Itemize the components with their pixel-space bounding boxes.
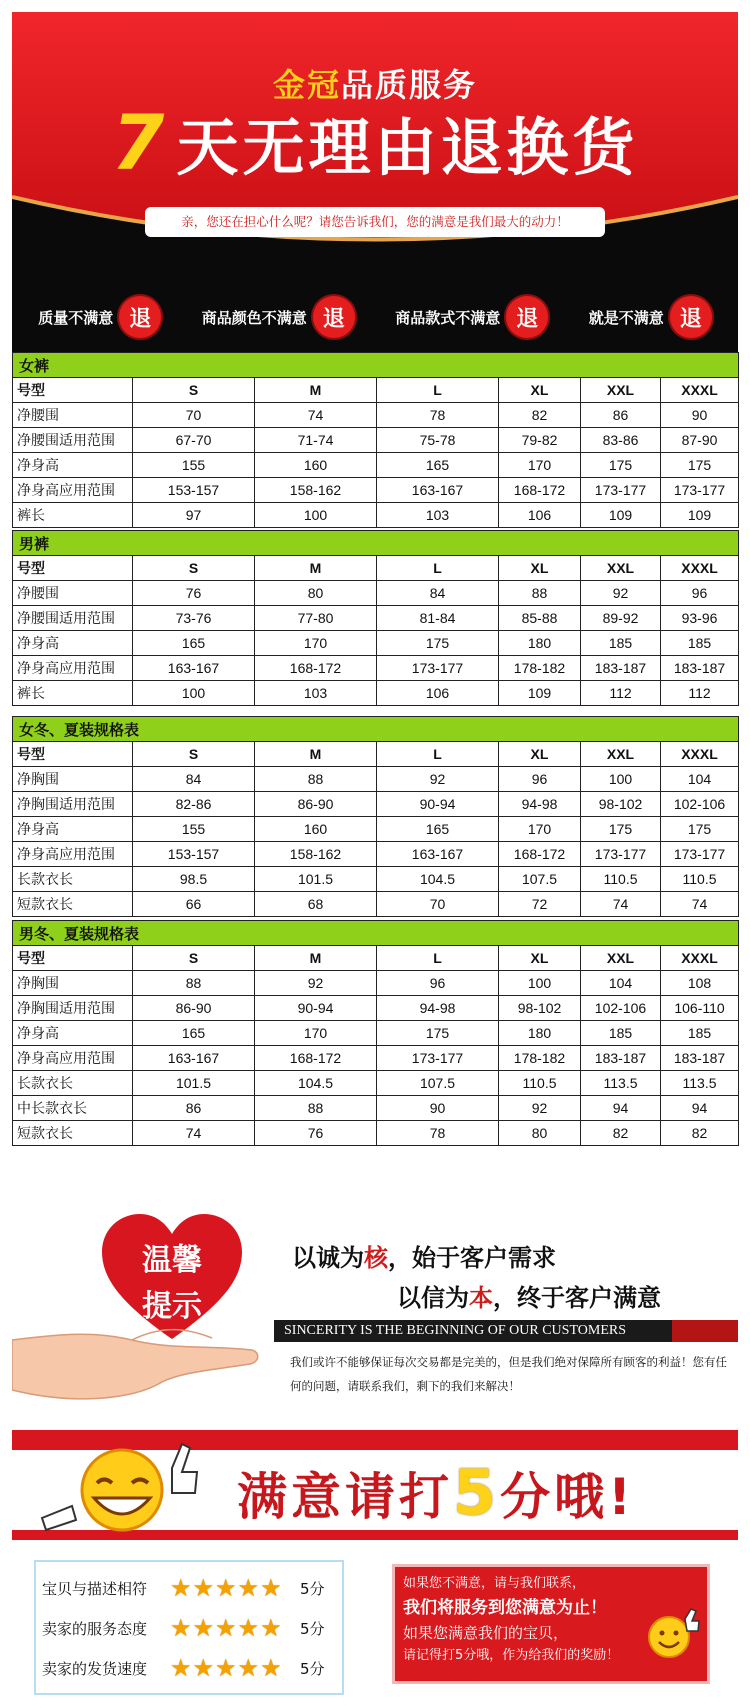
womens-pants-table bbox=[12, 352, 739, 528]
table-row bbox=[13, 1021, 739, 1046]
row-label: 净身高应用范围 bbox=[13, 478, 133, 503]
table-row bbox=[13, 1046, 739, 1071]
table-cell: 84 bbox=[377, 581, 499, 606]
table-cell: 86 bbox=[581, 403, 661, 428]
row-label: 号型 bbox=[13, 378, 133, 403]
return-reason-label: 就是不满意 bbox=[588, 308, 664, 327]
size-header-cell: XL bbox=[499, 742, 581, 767]
table-cell: 110.5 bbox=[581, 867, 661, 892]
table-cell: 163-167 bbox=[377, 842, 499, 867]
table-cell: 104 bbox=[661, 767, 739, 792]
table-row bbox=[13, 971, 739, 996]
star-icons: ★★★★★ bbox=[170, 1574, 283, 1602]
size-header-cell: XXXL bbox=[661, 742, 739, 767]
table-row bbox=[13, 681, 739, 706]
table-cell: 88 bbox=[499, 581, 581, 606]
cta-text-b: 分哦! bbox=[500, 1468, 635, 1526]
table-row bbox=[13, 403, 739, 428]
table-cell: 170 bbox=[255, 631, 377, 656]
table-cell: 92 bbox=[581, 581, 661, 606]
rating-row bbox=[42, 1610, 338, 1646]
rating-row bbox=[42, 1570, 338, 1606]
table-cell: 175 bbox=[581, 817, 661, 842]
rating-label: 卖家的服务态度 bbox=[42, 1619, 148, 1638]
table-title: 男冬、夏装规格表 bbox=[13, 921, 739, 946]
table-cell: 98.5 bbox=[133, 867, 255, 892]
notice-line-3: 如果您满意我们的宝贝， bbox=[403, 1624, 569, 1642]
rating-banner bbox=[12, 1430, 738, 1540]
table-cell: 170 bbox=[255, 1021, 377, 1046]
table-row bbox=[13, 842, 739, 867]
table-cell: 160 bbox=[255, 817, 377, 842]
table-cell: 101.5 bbox=[255, 867, 377, 892]
table-row bbox=[13, 817, 739, 842]
rating-row bbox=[42, 1650, 338, 1686]
notice-line-4: 请记得打5分哦，作为给我们的奖励！ bbox=[403, 1648, 620, 1663]
table-cell: 75-78 bbox=[377, 428, 499, 453]
table-cell: 100 bbox=[581, 767, 661, 792]
table-cell: 100 bbox=[133, 681, 255, 706]
row-label: 净身高 bbox=[13, 817, 133, 842]
star-icons: ★★★★★ bbox=[170, 1654, 283, 1682]
table-cell: 90-94 bbox=[377, 792, 499, 817]
row-label: 净身高应用范围 bbox=[13, 1046, 133, 1071]
table-cell: 70 bbox=[133, 403, 255, 428]
table-row bbox=[13, 1121, 739, 1146]
row-label: 长款衣长 bbox=[13, 867, 133, 892]
table-cell: 112 bbox=[661, 681, 739, 706]
table-cell: 90 bbox=[377, 1096, 499, 1121]
return-reason-label: 质量不满意 bbox=[38, 308, 114, 327]
table-cell: 158-162 bbox=[255, 478, 377, 503]
size-header-cell: XL bbox=[499, 556, 581, 581]
row-label: 净胸围适用范围 bbox=[13, 792, 133, 817]
row-label: 短款衣长 bbox=[13, 1121, 133, 1146]
motto-line-1 bbox=[292, 1238, 556, 1273]
brand-rest-text: 品质服务 bbox=[341, 66, 478, 104]
size-header-cell: S bbox=[133, 378, 255, 403]
table-cell: 106-110 bbox=[661, 996, 739, 1021]
row-label: 净腰围 bbox=[13, 581, 133, 606]
return-reason bbox=[38, 296, 161, 338]
warm-tips-section bbox=[12, 1210, 738, 1420]
table-cell: 88 bbox=[255, 1096, 377, 1121]
table-cell: 185 bbox=[581, 631, 661, 656]
sincerity-bar: SINCERITY IS THE BEGINNING OF OUR CUSTOMERS bbox=[274, 1320, 738, 1342]
table-cell: 94 bbox=[581, 1096, 661, 1121]
table-cell: 153-157 bbox=[133, 478, 255, 503]
row-label: 短款衣长 bbox=[13, 892, 133, 917]
table-cell: 163-167 bbox=[133, 1046, 255, 1071]
size-header-cell: M bbox=[255, 556, 377, 581]
table-row bbox=[13, 428, 739, 453]
table-title-row bbox=[13, 717, 739, 742]
satisfaction-notice bbox=[392, 1564, 710, 1684]
row-label: 净身高 bbox=[13, 1021, 133, 1046]
table-cell: 173-177 bbox=[377, 1046, 499, 1071]
cta-number: 5 bbox=[453, 1456, 501, 1529]
motto-line-2 bbox=[397, 1278, 661, 1313]
table-title-row bbox=[13, 531, 739, 556]
row-label: 净腰围适用范围 bbox=[13, 428, 133, 453]
table-cell: 76 bbox=[133, 581, 255, 606]
table-cell: 153-157 bbox=[133, 842, 255, 867]
row-label: 净身高应用范围 bbox=[13, 656, 133, 681]
table-cell: 87-90 bbox=[661, 428, 739, 453]
size-header-cell: XXL bbox=[581, 742, 661, 767]
table-cell: 83-86 bbox=[581, 428, 661, 453]
row-label: 裤长 bbox=[13, 681, 133, 706]
sincerity-accent bbox=[672, 1320, 738, 1342]
table-cell: 109 bbox=[499, 681, 581, 706]
table-cell: 106 bbox=[377, 681, 499, 706]
subline-pill: 亲，您还在担心什么呢？请您告诉我们，您的满意是我们最大的动力！ bbox=[145, 207, 605, 237]
table-cell: 178-182 bbox=[499, 656, 581, 681]
table-cell: 155 bbox=[133, 817, 255, 842]
table-cell: 74 bbox=[133, 1121, 255, 1146]
row-label: 号型 bbox=[13, 946, 133, 971]
table-cell: 183-187 bbox=[661, 1046, 739, 1071]
table-header-row bbox=[13, 556, 739, 581]
table-cell: 165 bbox=[133, 1021, 255, 1046]
motto-2-b: ，终于客户满意 bbox=[493, 1283, 661, 1312]
table-row bbox=[13, 453, 739, 478]
size-header-cell: XXL bbox=[581, 556, 661, 581]
table-cell: 113.5 bbox=[581, 1071, 661, 1096]
table-cell: 96 bbox=[377, 971, 499, 996]
table-cell: 109 bbox=[581, 503, 661, 528]
table-cell: 76 bbox=[255, 1121, 377, 1146]
table-header-row bbox=[13, 946, 739, 971]
table-cell: 79-82 bbox=[499, 428, 581, 453]
rating-score: 5分 bbox=[300, 1659, 325, 1678]
row-label: 净胸围 bbox=[13, 971, 133, 996]
table-cell: 168-172 bbox=[255, 1046, 377, 1071]
table-cell: 110.5 bbox=[499, 1071, 581, 1096]
size-header-cell: XXXL bbox=[661, 946, 739, 971]
return-reason bbox=[395, 296, 548, 338]
table-cell: 104.5 bbox=[255, 1071, 377, 1096]
size-header-cell: XL bbox=[499, 946, 581, 971]
mens-tops-table bbox=[12, 920, 739, 1146]
table-cell: 160 bbox=[255, 453, 377, 478]
size-header-cell: L bbox=[377, 742, 499, 767]
table-cell: 102-106 bbox=[661, 792, 739, 817]
table-cell: 96 bbox=[499, 767, 581, 792]
size-header-cell: L bbox=[377, 556, 499, 581]
table-cell: 106 bbox=[499, 503, 581, 528]
table-cell: 78 bbox=[377, 1121, 499, 1146]
table-cell: 90 bbox=[661, 403, 739, 428]
table-header-row bbox=[13, 742, 739, 767]
table-cell: 82-86 bbox=[133, 792, 255, 817]
brand-gold-text: 金冠 bbox=[272, 66, 341, 104]
table-title-row bbox=[13, 353, 739, 378]
size-header-cell: XXL bbox=[581, 378, 661, 403]
table-cell: 94 bbox=[661, 1096, 739, 1121]
table-cell: 173-177 bbox=[661, 842, 739, 867]
table-cell: 168-172 bbox=[499, 842, 581, 867]
table-cell: 103 bbox=[377, 503, 499, 528]
size-header-cell: XXL bbox=[581, 946, 661, 971]
table-title: 女裤 bbox=[13, 353, 739, 378]
return-policy-banner bbox=[12, 12, 738, 357]
table-row bbox=[13, 581, 739, 606]
table-cell: 86-90 bbox=[133, 996, 255, 1021]
table-cell: 80 bbox=[499, 1121, 581, 1146]
table-cell: 180 bbox=[499, 631, 581, 656]
size-header-cell: L bbox=[377, 946, 499, 971]
table-cell: 80 bbox=[255, 581, 377, 606]
table-cell: 88 bbox=[133, 971, 255, 996]
thumbs-up-smiley-icon bbox=[32, 1438, 202, 1538]
table-cell: 77-80 bbox=[255, 606, 377, 631]
table-row bbox=[13, 767, 739, 792]
table-row bbox=[13, 478, 739, 503]
table-cell: 68 bbox=[255, 892, 377, 917]
row-label: 净胸围适用范围 bbox=[13, 996, 133, 1021]
table-cell: 168-172 bbox=[499, 478, 581, 503]
table-cell: 86-90 bbox=[255, 792, 377, 817]
hand-icon bbox=[12, 1310, 262, 1410]
headline bbox=[12, 98, 738, 187]
table-cell: 173-177 bbox=[661, 478, 739, 503]
table-cell: 183-187 bbox=[581, 1046, 661, 1071]
row-label: 裤长 bbox=[13, 503, 133, 528]
table-cell: 173-177 bbox=[377, 656, 499, 681]
table-cell: 185 bbox=[661, 1021, 739, 1046]
table-title: 男裤 bbox=[13, 531, 739, 556]
womens-tops-table bbox=[12, 716, 739, 917]
motto-1-b: ，始于客户需求 bbox=[388, 1243, 556, 1272]
rate-five-cta bbox=[237, 1456, 635, 1529]
table-cell: 98-102 bbox=[581, 792, 661, 817]
table-cell: 180 bbox=[499, 1021, 581, 1046]
table-cell: 82 bbox=[581, 1121, 661, 1146]
table-cell: 82 bbox=[661, 1121, 739, 1146]
row-label: 长款衣长 bbox=[13, 1071, 133, 1096]
table-cell: 163-167 bbox=[377, 478, 499, 503]
size-header-cell: L bbox=[377, 378, 499, 403]
rating-score: 5分 bbox=[300, 1579, 325, 1598]
motto-1-a: 以诚为 bbox=[292, 1243, 364, 1272]
row-label: 净腰围 bbox=[13, 403, 133, 428]
motto-2-a: 以信为 bbox=[397, 1283, 469, 1312]
table-title: 女冬、夏装规格表 bbox=[13, 717, 739, 742]
table-cell: 185 bbox=[581, 1021, 661, 1046]
table-cell: 78 bbox=[377, 403, 499, 428]
table-cell: 173-177 bbox=[581, 842, 661, 867]
size-header-cell: XXXL bbox=[661, 556, 739, 581]
smiley-icon bbox=[641, 1605, 701, 1665]
table-cell: 183-187 bbox=[581, 656, 661, 681]
table-cell: 81-84 bbox=[377, 606, 499, 631]
row-label: 中长款衣长 bbox=[13, 1096, 133, 1121]
table-cell: 108 bbox=[661, 971, 739, 996]
table-row bbox=[13, 631, 739, 656]
table-row bbox=[13, 503, 739, 528]
table-cell: 94-98 bbox=[377, 996, 499, 1021]
return-badge-icon: 退 bbox=[670, 296, 712, 338]
table-cell: 113.5 bbox=[661, 1071, 739, 1096]
table-cell: 97 bbox=[133, 503, 255, 528]
size-header-cell: XXXL bbox=[661, 378, 739, 403]
table-cell: 82 bbox=[499, 403, 581, 428]
table-cell: 175 bbox=[661, 453, 739, 478]
table-cell: 90-94 bbox=[255, 996, 377, 1021]
table-cell: 100 bbox=[499, 971, 581, 996]
table-cell: 101.5 bbox=[133, 1071, 255, 1096]
row-label: 净身高 bbox=[13, 453, 133, 478]
return-badge-icon: 退 bbox=[119, 296, 161, 338]
table-cell: 163-167 bbox=[133, 656, 255, 681]
table-cell: 92 bbox=[499, 1096, 581, 1121]
return-reason bbox=[202, 296, 355, 338]
rating-label: 卖家的发货速度 bbox=[42, 1659, 148, 1678]
table-cell: 84 bbox=[133, 767, 255, 792]
table-row bbox=[13, 656, 739, 681]
tips-description: 我们或许不能够保证每次交易都是完美的，但是我们绝对保障所有顾客的利益！您有任何的问题，请联系我们，剩下的我们来解决！ bbox=[290, 1355, 727, 1393]
row-label: 净胸围 bbox=[13, 767, 133, 792]
heart-line-1: 温馨 bbox=[142, 1243, 202, 1278]
heart-line-2: 提示 bbox=[142, 1289, 202, 1324]
row-label: 净身高应用范围 bbox=[13, 842, 133, 867]
size-header-cell: M bbox=[255, 742, 377, 767]
table-row bbox=[13, 867, 739, 892]
table-cell: 67-70 bbox=[133, 428, 255, 453]
table-cell: 92 bbox=[255, 971, 377, 996]
table-cell: 109 bbox=[661, 503, 739, 528]
table-cell: 170 bbox=[499, 817, 581, 842]
notice-line-2: 我们将服务到您满意为止！ bbox=[403, 1598, 607, 1618]
table-cell: 155 bbox=[133, 453, 255, 478]
table-cell: 72 bbox=[499, 892, 581, 917]
table-cell: 88 bbox=[255, 767, 377, 792]
table-header-row bbox=[13, 378, 739, 403]
row-label: 净身高 bbox=[13, 631, 133, 656]
table-cell: 175 bbox=[377, 1021, 499, 1046]
table-cell: 175 bbox=[377, 631, 499, 656]
table-cell: 103 bbox=[255, 681, 377, 706]
table-cell: 66 bbox=[133, 892, 255, 917]
return-reason-label: 商品颜色不满意 bbox=[201, 308, 307, 327]
table-cell: 102-106 bbox=[581, 996, 661, 1021]
table-cell: 96 bbox=[661, 581, 739, 606]
table-cell: 100 bbox=[255, 503, 377, 528]
headline-number: 7 bbox=[111, 98, 169, 187]
table-cell: 70 bbox=[377, 892, 499, 917]
return-reasons bbox=[12, 282, 738, 352]
star-icons: ★★★★★ bbox=[170, 1614, 283, 1642]
return-reason-label: 商品款式不满意 bbox=[395, 308, 501, 327]
size-header-cell: M bbox=[255, 378, 377, 403]
size-header-cell: XL bbox=[499, 378, 581, 403]
table-cell: 183-187 bbox=[661, 656, 739, 681]
table-row bbox=[13, 892, 739, 917]
table-row bbox=[13, 606, 739, 631]
table-cell: 158-162 bbox=[255, 842, 377, 867]
size-header-cell: S bbox=[133, 742, 255, 767]
table-cell: 92 bbox=[377, 767, 499, 792]
cta-text-a: 满意请打 bbox=[237, 1468, 453, 1526]
table-cell: 165 bbox=[377, 817, 499, 842]
mens-pants-table bbox=[12, 530, 739, 706]
rating-box bbox=[34, 1560, 344, 1695]
table-cell: 165 bbox=[133, 631, 255, 656]
table-cell: 93-96 bbox=[661, 606, 739, 631]
table-cell: 107.5 bbox=[499, 867, 581, 892]
motto-2-highlight: 本 bbox=[469, 1283, 493, 1312]
table-row bbox=[13, 792, 739, 817]
table-row bbox=[13, 1096, 739, 1121]
table-cell: 168-172 bbox=[255, 656, 377, 681]
table-cell: 85-88 bbox=[499, 606, 581, 631]
table-row bbox=[13, 1071, 739, 1096]
table-cell: 104.5 bbox=[377, 867, 499, 892]
table-cell: 170 bbox=[499, 453, 581, 478]
row-label: 净腰围适用范围 bbox=[13, 606, 133, 631]
table-cell: 107.5 bbox=[377, 1071, 499, 1096]
row-label: 号型 bbox=[13, 742, 133, 767]
table-cell: 165 bbox=[377, 453, 499, 478]
table-cell: 175 bbox=[661, 817, 739, 842]
table-cell: 178-182 bbox=[499, 1046, 581, 1071]
rating-label: 宝贝与描述相符 bbox=[42, 1579, 148, 1598]
table-cell: 104 bbox=[581, 971, 661, 996]
table-cell: 110.5 bbox=[661, 867, 739, 892]
table-row bbox=[13, 996, 739, 1021]
headline-text: 天无理由退换货 bbox=[176, 111, 639, 184]
size-header-cell: S bbox=[133, 556, 255, 581]
table-cell: 185 bbox=[661, 631, 739, 656]
return-badge-icon: 退 bbox=[506, 296, 548, 338]
table-cell: 74 bbox=[255, 403, 377, 428]
notice-line-1: 如果您不满意，请与我们联系， bbox=[403, 1576, 586, 1591]
table-cell: 98-102 bbox=[499, 996, 581, 1021]
row-label: 号型 bbox=[13, 556, 133, 581]
table-cell: 71-74 bbox=[255, 428, 377, 453]
motto-1-highlight: 核 bbox=[364, 1243, 388, 1272]
size-header-cell: M bbox=[255, 946, 377, 971]
table-cell: 86 bbox=[133, 1096, 255, 1121]
return-reason bbox=[589, 296, 712, 338]
table-cell: 94-98 bbox=[499, 792, 581, 817]
table-cell: 74 bbox=[661, 892, 739, 917]
table-cell: 112 bbox=[581, 681, 661, 706]
table-cell: 73-76 bbox=[133, 606, 255, 631]
return-badge-icon: 退 bbox=[313, 296, 355, 338]
table-cell: 173-177 bbox=[581, 478, 661, 503]
rating-score: 5分 bbox=[300, 1619, 325, 1638]
table-cell: 175 bbox=[581, 453, 661, 478]
table-cell: 89-92 bbox=[581, 606, 661, 631]
table-cell: 74 bbox=[581, 892, 661, 917]
size-header-cell: S bbox=[133, 946, 255, 971]
table-title-row bbox=[13, 921, 739, 946]
